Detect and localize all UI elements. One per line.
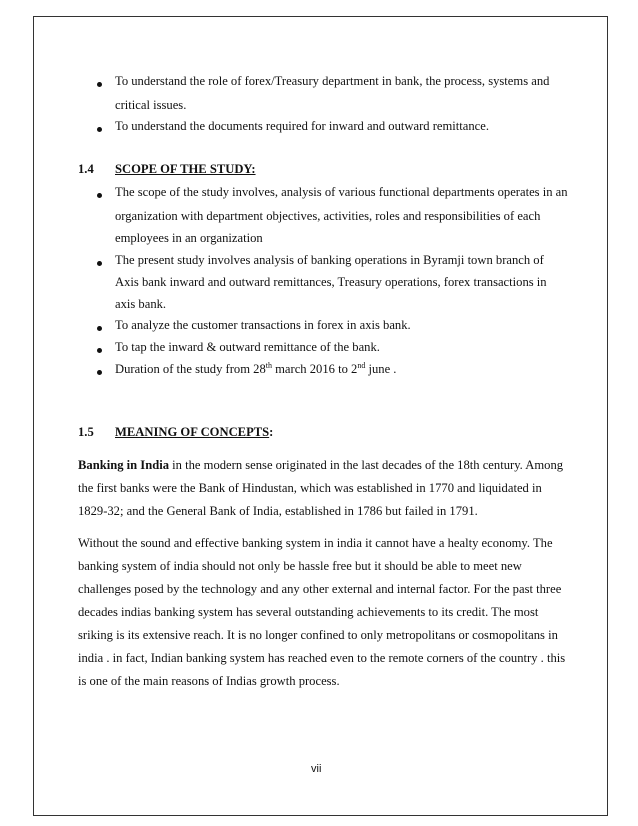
scope-duration: Duration of the study from 28th march 2016 to 2nd june . (115, 360, 397, 376)
banking-in-india-lead: Banking in India (78, 458, 170, 472)
scope-3-line-1: To analyze the customer transactions in forex in axis bank. (115, 318, 411, 332)
paragraph-2-line-7: is one of the main reasons of Indias growth process. (78, 674, 340, 688)
paragraph-2-line-3: challenges posed by the technology and any other external and internal factor. For the past three (78, 582, 562, 596)
bullet-icon (97, 370, 102, 375)
scope-1-line-2: organization with department objectives, activities, roles and responsibilities of each (115, 209, 541, 223)
scope-1-line-3: employees in an organization (115, 231, 263, 245)
page-border (33, 16, 608, 816)
scope-1-line-1: The scope of the study involves, analysis of various functional departments operates in an (115, 185, 568, 199)
paragraph-2-line-4: decades indias banking system has several outstanding achievements to its credit. The most (78, 605, 539, 619)
objective-1-line-1: To understand the role of forex/Treasury department in bank, the process, systems and (115, 74, 550, 88)
paragraph-1-line-1: Banking in India in the modern sense originated in the last decades of the 18th century. Among (78, 458, 564, 472)
page-number: vii (311, 763, 322, 775)
bullet-icon (97, 127, 102, 132)
bullet-icon (97, 193, 102, 198)
scope-2-line-1: The present study involves analysis of banking operations in Byramji town branch of (115, 253, 544, 267)
section-1-4-number: 1.4 (78, 162, 94, 176)
paragraph-2-line-5: sriking is its extensive reach. It is no longer confined to only metropolitans or cosmopolitans in (78, 628, 558, 642)
scope-4-line-1: To tap the inward & outward remittance of the bank. (115, 340, 380, 354)
bullet-icon (97, 326, 102, 331)
section-1-4-title: SCOPE OF THE STUDY: (115, 162, 256, 176)
bullet-icon (97, 348, 102, 353)
section-1-5-heading: MEANING OF CONCEPTS: (115, 425, 274, 439)
paragraph-2-line-2: banking system of india should not only be hassle free but it should be able to meet new (78, 559, 522, 573)
bullet-icon (97, 82, 102, 87)
scope-2-line-3: axis bank. (115, 297, 167, 311)
section-1-5-number: 1.5 (78, 425, 94, 439)
paragraph-2-line-6: india . in fact, Indian banking system has reached even to the remote corners of the country . this (78, 651, 566, 665)
objective-2-line-1: To understand the documents required for inward and outward remittance. (115, 119, 490, 133)
bullet-icon (97, 261, 102, 266)
section-1-5-title: MEANING OF CONCEPTS (115, 425, 270, 439)
paragraph-1-line-2: the first banks were the Bank of Hindustan, which was established in 1770 and liquidated in (78, 481, 542, 495)
objective-1-line-2: critical issues. (115, 98, 187, 112)
paragraph-2-line-1: Without the sound and effective banking system in india it cannot have a healty economy. The (78, 536, 553, 550)
scope-2-line-2: Axis bank inward and outward remittances, Treasury operations, forex transactions in (115, 275, 547, 289)
paragraph-1-line-3: 1829-32; and the General Bank of India, established in 1786 but failed in 1791. (78, 504, 478, 518)
